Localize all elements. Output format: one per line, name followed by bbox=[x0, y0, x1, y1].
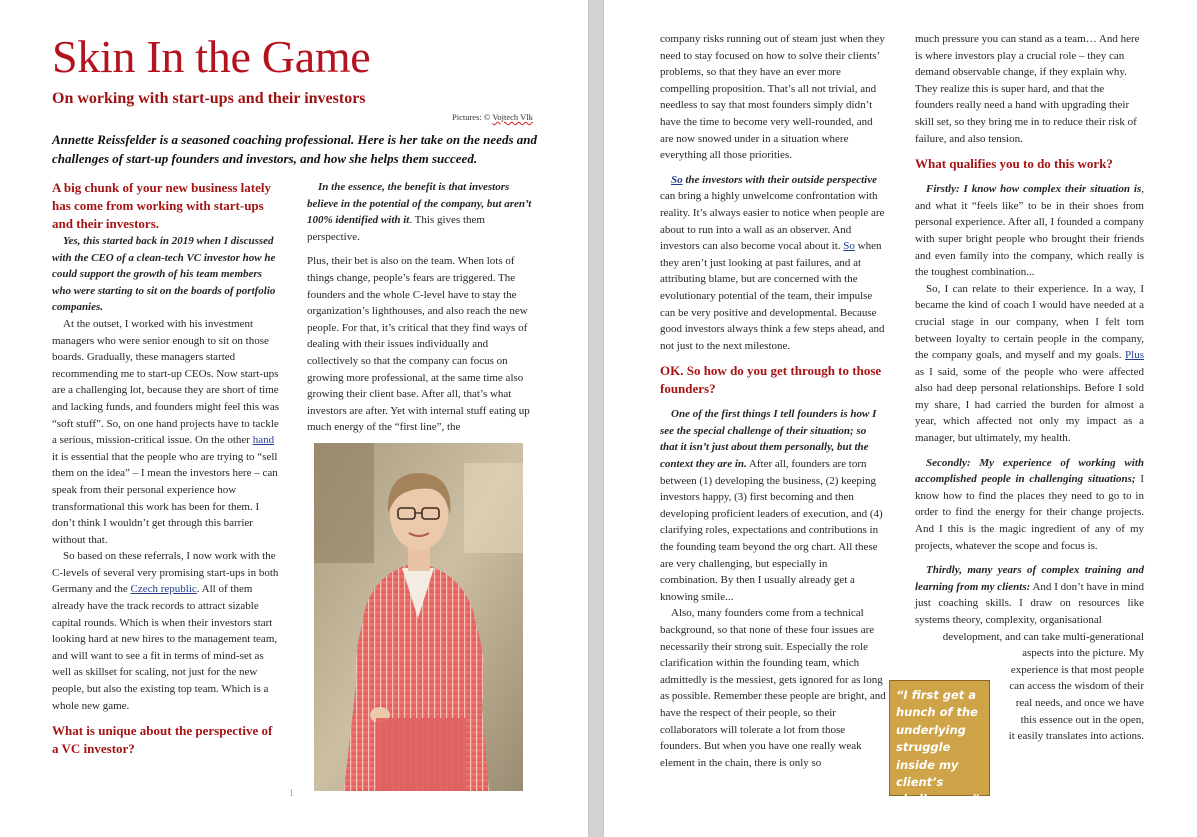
body-paragraph bbox=[52, 548, 281, 714]
question-heading: What is unique about the perspective of a VC investor? bbox=[52, 723, 273, 757]
wrapped-line: experience is that most people bbox=[1010, 663, 1144, 676]
page-number: 1 bbox=[289, 788, 294, 798]
body-paragraph bbox=[915, 455, 1144, 555]
emphasis-text: Firstly: I know how complex their situation is bbox=[926, 183, 1142, 196]
text: it is essential that the people who are trying to “sell them on the idea” – I mean the investors here – can speak from their personal experience how transformational this work has been for them. I don’t think I wouldn’t get through this barrier without that. bbox=[52, 450, 278, 546]
hyperlink-plus[interactable]: Plus bbox=[1125, 349, 1144, 362]
body-paragraph bbox=[660, 172, 886, 355]
text: when they aren’t just looking at past failures, and at attributing blame, but are concerned with the evolutionary potential of the team, their impulse can be very positive and developmental. Because good investors always think a few steps ahead, and not just to the next milestone. bbox=[660, 240, 885, 352]
wrapped-line: real needs, and once we have bbox=[1015, 696, 1144, 709]
hyperlink-so-2[interactable]: So bbox=[843, 240, 855, 253]
column-4 bbox=[915, 31, 1144, 745]
body-paragraph bbox=[915, 281, 1144, 447]
text: can bring a highly unwelcome confrontation with reality. It’s always easier to notice when people are about to run into a wall as an observer. And investors can also become vocal about it. bbox=[660, 190, 885, 253]
body-paragraph: much pressure you can stand as a team… And here is where investors play a crucial role – they can demand observable change, if they explain why. They realize this is super hard, and that the founders really need a hand with upgrading their skill set, so they bring me in to reduce their risk of failure, and also tension. bbox=[915, 33, 1140, 145]
question-heading: A big chunk of your new business lately has come from working with start-ups and their investors. bbox=[52, 180, 272, 231]
emphasis-text: Secondly: My experience of working with accomplished people in challenging situations; bbox=[915, 456, 1144, 486]
body-paragraph: company risks running out of steam just when they need to stay focused on how to solve their clients’ problems, so that they have an ever more compelling proposition. That’s all not trivial, and needless to say that most founders simply didn’t have the time to become very well-rounded, and are now snowed under in a situation where everything all those priorities. bbox=[660, 33, 885, 162]
text: So, I can relate to their experience. In a way, I became the kind of coach I would have needed at a crucial stage in our company, when I felt torn between loyalty to certain people in the company, the company goals, and myself and my goals. bbox=[915, 282, 1144, 362]
text: So based on these referrals, I now work with the C-levels of several very promising start-ups in both Germany and the bbox=[52, 550, 279, 596]
text: At the outset, I worked with his investment managers who were senior enough to sit on those boards. Gradually, these managers started recommending me to start-up CEOs. Now start-ups are a challenging lot, because they are short of time and lacking funds, and founders might feel this was “soft stuff”. So, on one hand projects have to tackle a serious, mission-critical issue. On the other bbox=[52, 317, 279, 447]
body-paragraph bbox=[660, 406, 886, 605]
body-paragraph bbox=[307, 179, 536, 245]
emphasis-text: the investors with their outside perspective bbox=[682, 173, 877, 186]
page-gap bbox=[588, 0, 604, 837]
column-2 bbox=[307, 179, 536, 436]
answer-paragraph: Yes, this started back in 2019 when I discussed with the CEO of a clean-tech VC investor how he could support the growth of his team members who were starting to sit on the boards of portfolio companies. bbox=[52, 235, 276, 314]
text: , and what it “feels like” to be in their shoes from personal experience. After all, I founded a company with super bright people who brought their friends and even family into the company, which really is the toughest combination... bbox=[915, 183, 1144, 279]
left-page bbox=[0, 0, 588, 837]
text: as I said, some of the people who were affected also had deep personal relationships. Before I sold my share, I had carried the burden for almost a year, which affected not only my impact as a manager, but ultimately, my health. bbox=[915, 365, 1144, 445]
article-title: Skin In the Game bbox=[52, 31, 371, 82]
hyperlink-czech-republic[interactable]: Czech republic bbox=[130, 583, 197, 596]
wrapped-line: this essence out in the open, bbox=[1020, 713, 1144, 726]
emphasis-text: One of the first things I tell founders is how I see the special challenge of their situation; so that it isn’t just about them personally, but the context they are in. bbox=[660, 408, 877, 471]
body-paragraph bbox=[52, 316, 281, 548]
emphasis-text: In the essence, the benefit is that investors believe in the potential of the company, but aren’t 100% identified with it bbox=[307, 181, 532, 227]
wrapped-line: development, and can take multi-generational bbox=[942, 630, 1144, 643]
text: And I don’t have in mind just coaching skills. I draw on resources like systems theory, complexity, organisational bbox=[915, 580, 1144, 626]
wrapped-line: aspects into the picture. My bbox=[1022, 647, 1144, 660]
column-3 bbox=[660, 31, 886, 771]
hyperlink-hand[interactable]: hand bbox=[252, 434, 275, 447]
body-paragraph bbox=[915, 562, 1144, 628]
emphasis-text: Thirdly, many years of complex training and learning from my clients: bbox=[915, 564, 1144, 593]
portrait-photo bbox=[314, 443, 523, 791]
wrapped-line: can access the wisdom of their bbox=[1009, 680, 1144, 693]
pull-quote: “I first get a hunch of the underlying struggle inside my client’s challenge...” bbox=[889, 680, 990, 796]
article-lead: Annette Reissfelder is a seasoned coaching professional. Here is her take on the needs and challenges of start-up founders and investors, and how she helps them succeed. bbox=[52, 132, 537, 166]
text: . This gives them perspective. bbox=[307, 214, 485, 243]
photo-credit bbox=[452, 112, 533, 122]
body-paragraph bbox=[915, 181, 1144, 281]
text: I know how to find the places they need to go to in order to find the energy for their change projects. And I this is the magic ingredient of any of my projects, whatever the scope and focus is. bbox=[915, 473, 1144, 552]
text: . All of them already have the track records to attract sizable capital rounds. Which is when their investors start looking hard at new hires to the management team, and will want to see a fit in terms of mind-set as well as skillset for scaling, not just for the new people, but also the existing top team. Which is a whole new game. bbox=[52, 583, 278, 712]
hyperlink-so[interactable]: So bbox=[671, 173, 683, 186]
question-heading: What qualifies you to do this work? bbox=[915, 156, 1113, 172]
body-paragraph: Plus, their bet is also on the team. When lots of things change, people’s fears are triggered. The founders and the whole C-level have to stay the organization’s lighthouses, and also reach the new people. For that, it’s critical that they find ways of dealing with their issues individually and collectively so that the company can focus on growing more professional, at the same time also growing their client base. After all, that’s what investors are after. Yet with internal stuff eating up much energy of the “first line”, the bbox=[307, 255, 530, 434]
article-subtitle: On working with start-ups and their investors bbox=[52, 90, 366, 107]
wrapped-line: it easily translates into actions. bbox=[1008, 730, 1144, 743]
question-heading: OK. So how do you get through to those founders? bbox=[660, 363, 882, 397]
photo-credit-name: Vojtech Vlk bbox=[492, 112, 533, 122]
text: After all, founders are torn between (1) developing the business, (2) keeping investors happy, (3) first becoming and then developing proficient leaders of execution, and (4) clarifying roles, expectations and contributions in the founding team beyond the org chart. All these are very challenging, but especially in combination. By then I usually already get a knowing smile... bbox=[660, 458, 883, 603]
photo-credit-prefix: Pictures: © bbox=[452, 112, 493, 122]
column-1 bbox=[52, 179, 281, 758]
body-paragraph: Also, many founders come from a technical background, so that none of these four issues are necessarily their strong suit. Especially the role clarification within the founding team, which admittedly is the messiest, gets ignored for as long as possible. Remember these people are bright, and have the respect of their people, so their collaborators will tolerate a lot from those founders. But when you have one really weak element in the chain, there is only so bbox=[660, 607, 886, 769]
